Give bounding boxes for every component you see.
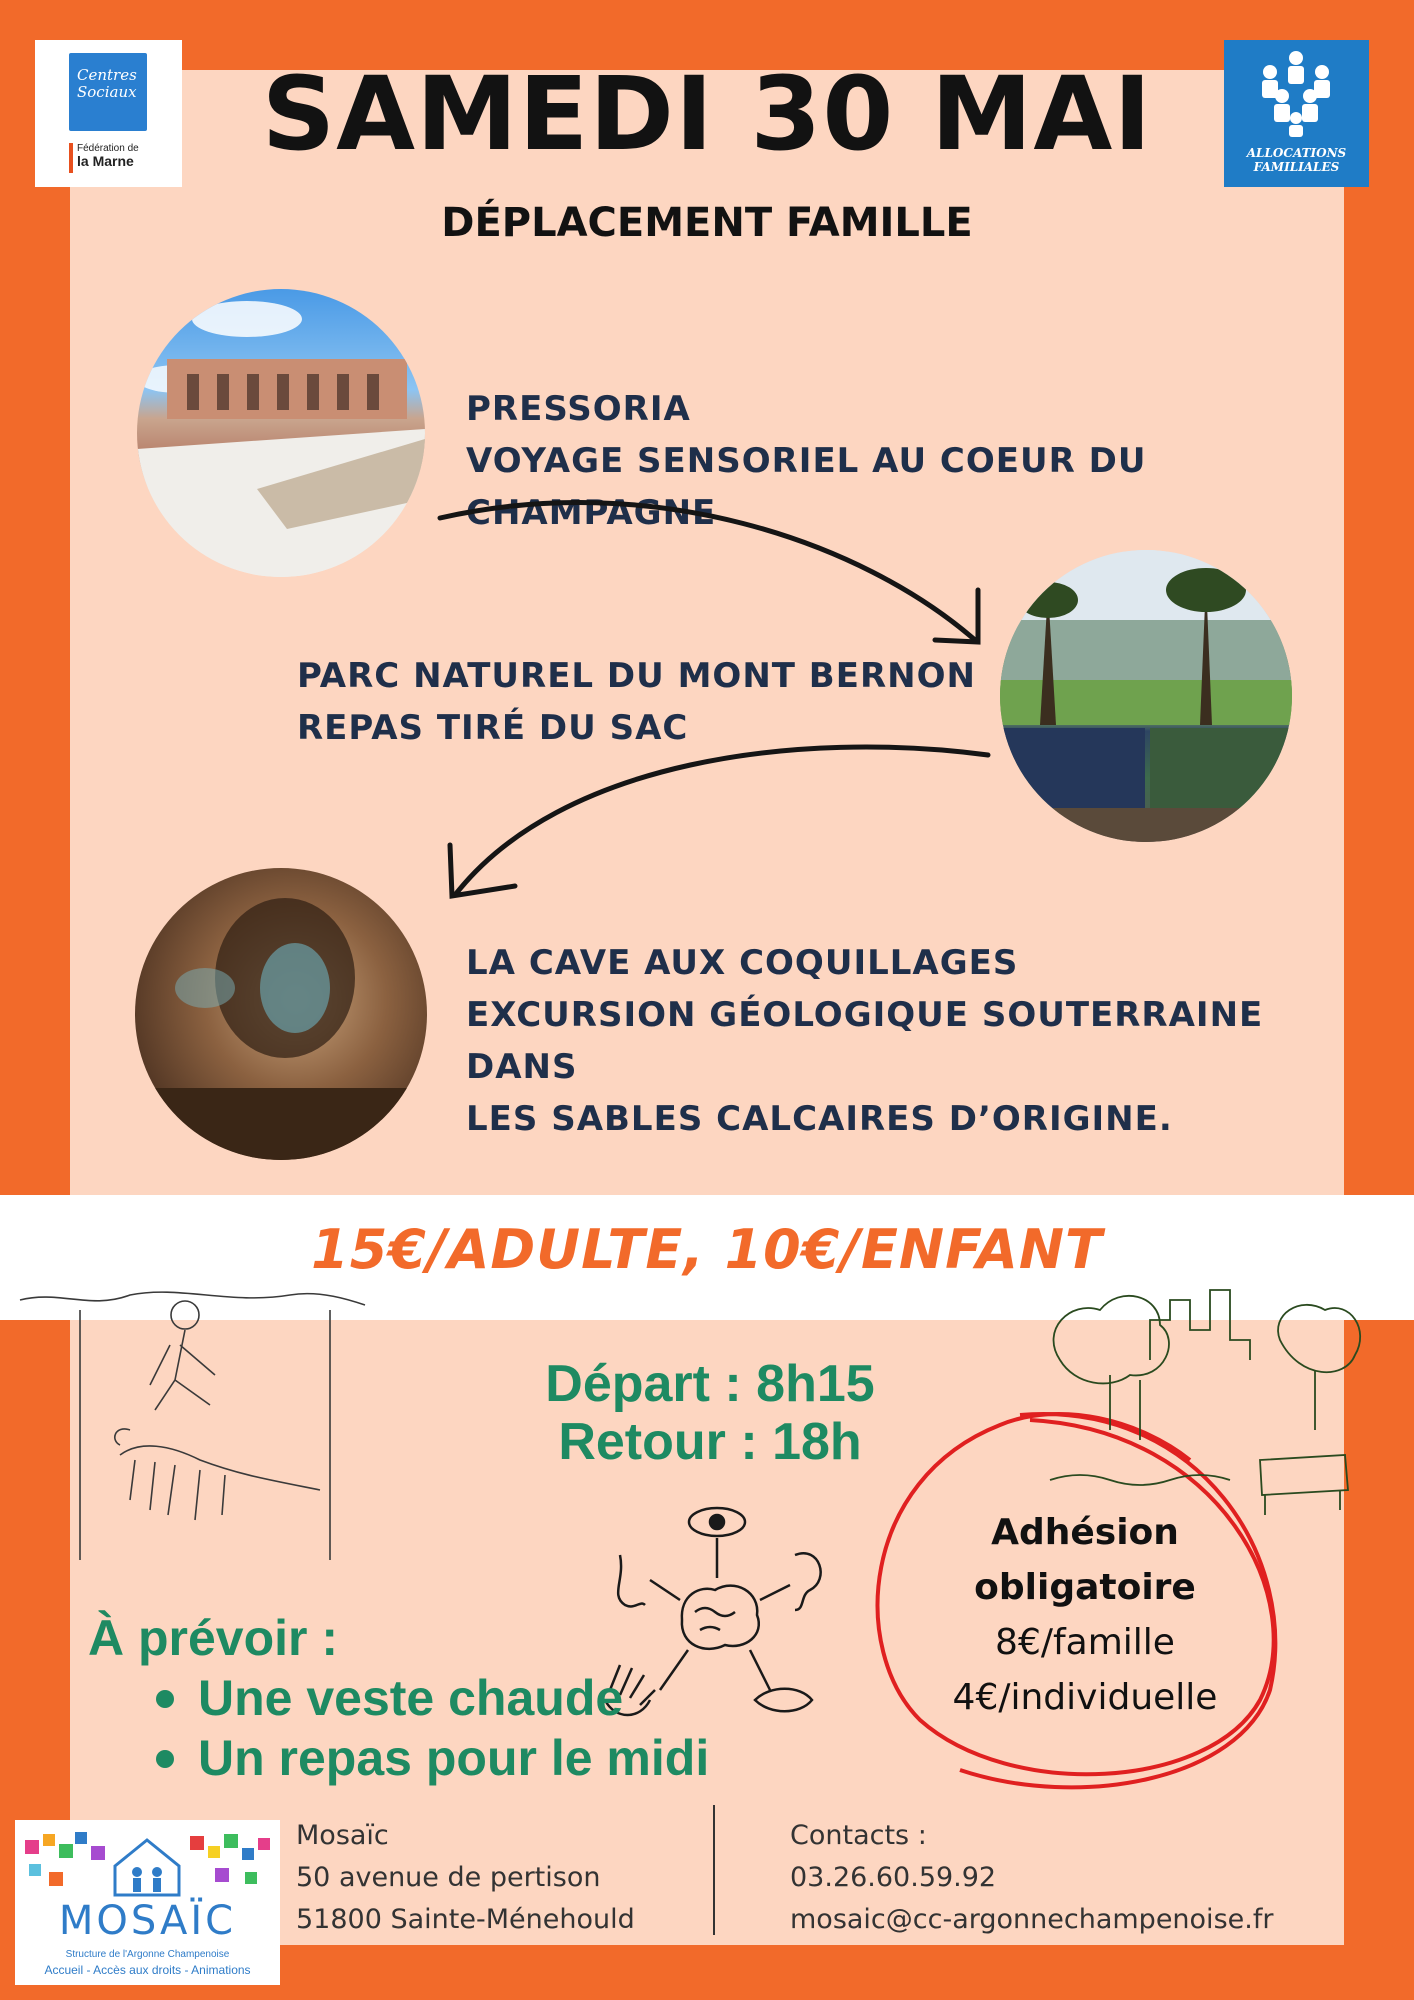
mosaic-services: Accueil - Accès aux droits - Animations [44, 1963, 251, 1977]
centres-sociaux-logo-mark: Centres Sociaux [69, 53, 147, 131]
checklist [88, 1608, 709, 1788]
stop-title: PARC NATUREL DU MONT BERNON [297, 656, 976, 696]
email-address[interactable]: mosaic@cc-argonnechampenoise.fr [790, 1904, 1274, 1935]
membership-family-price: 8€/famille [995, 1622, 1175, 1663]
park-sketch-icon [1050, 1290, 1360, 1515]
stop-title: PRESSORIA [466, 389, 691, 429]
federation-line2: la Marne [77, 153, 134, 169]
street-address: 50 avenue de pertison [296, 1862, 601, 1893]
membership-info [900, 1505, 1270, 1725]
nose-icon [618, 1555, 645, 1606]
departure-time: Départ : 8h15 [545, 1355, 875, 1413]
caf-line2: FAMILIALES [1253, 160, 1340, 174]
checklist-items [148, 1668, 709, 1788]
checklist-heading: À prévoir : [88, 1610, 339, 1666]
arrow-curve-icon [455, 747, 988, 895]
contacts-label: Contacts : [790, 1820, 927, 1851]
checklist-item: Une veste chaude [148, 1668, 709, 1728]
page-subtitle: DÉPLACEMENT FAMILLE [441, 200, 973, 246]
stop-description: REPAS TIRÉ DU SAC [297, 708, 689, 748]
org-name: Mosaïc [296, 1820, 389, 1851]
footer-divider [713, 1805, 715, 1935]
phone-number[interactable]: 03.26.60.59.92 [790, 1862, 997, 1893]
fossil-dig-sketch-icon [20, 1292, 365, 1560]
stop-description: VOYAGE SENSORIEL AU COEUR DU CHAMPAGNE [466, 441, 1147, 533]
city-address: 51800 Sainte-Ménehould [296, 1904, 635, 1935]
ear-icon [795, 1553, 821, 1610]
mosaic-tagline: Structure de l'Argonne Champenoise [65, 1949, 230, 1960]
membership-individual-price: 4€/individuelle [952, 1677, 1218, 1718]
price-info: 15€/ADULTE, 10€/ENFANT [311, 1218, 1103, 1281]
mosaic-wordmark: MOSAÏC [58, 1898, 237, 1944]
arrow-curve-icon [440, 503, 975, 640]
schedule [520, 1355, 900, 1471]
mosaic-logo [15, 1820, 280, 1985]
stop-description-line1: EXCURSION GÉOLOGIQUE SOUTERRAINE DANS [466, 995, 1264, 1087]
caf-line1: ALLOCATIONS [1246, 146, 1347, 160]
mouth-icon [755, 1689, 812, 1712]
footer-address [296, 1815, 635, 1941]
membership-title-line2: obligatoire [974, 1567, 1196, 1608]
return-time: Retour : 18h [558, 1413, 862, 1471]
checklist-item: Un repas pour le midi [148, 1728, 709, 1788]
page-title: SAMEDI 30 MAI [261, 55, 1153, 174]
stop-description-line2: LES SABLES CALCAIRES D’ORIGINE. [466, 1099, 1173, 1139]
mosaic-squares-icon [15, 1820, 280, 1900]
footer-contacts [790, 1815, 1273, 1941]
federation-line1: Fédération de [77, 143, 139, 154]
membership-title-line1: Adhésion [991, 1512, 1179, 1553]
stop-title: LA CAVE AUX COQUILLAGES [466, 943, 1019, 983]
